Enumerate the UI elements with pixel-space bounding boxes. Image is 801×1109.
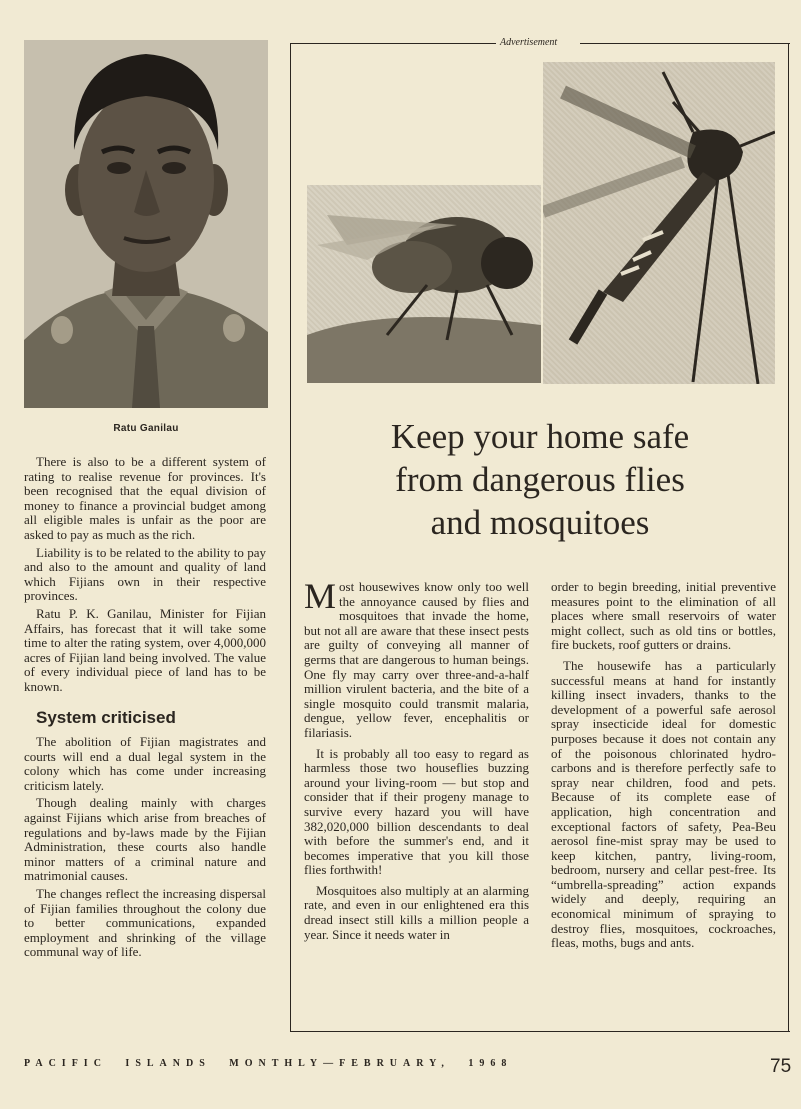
photo-caption: Ratu Ganilau	[113, 423, 179, 434]
article-paragraph: The changes reflect the increasing dispersal of Fijian families throughout the colony due to better communications, expanded employment and shrinking of the village communal way of life.	[24, 886, 266, 960]
article-subheading: System criticised	[36, 707, 176, 727]
ad-headline-line: Keep your home safe	[390, 417, 690, 456]
ad-headline-line: from dangerous flies	[395, 460, 685, 499]
mosquito-photo	[543, 62, 775, 384]
advertisement-bottom-rule	[290, 1031, 790, 1032]
ad-paragraph: order to begin breeding, initial preventive measures point to the elimination of all places where small reservoirs of water might collect, such as old tins or bottles, fire buckets, roof gutters or drains.	[551, 579, 776, 653]
ad-column-right	[551, 580, 776, 957]
portrait-photo	[24, 40, 268, 408]
ad-paragraph: Most housewives know only too well the annoyance caused by flies and mosquitoes that invade the home, but not all are aware that these insect pests are guilty of conveying all manner of germs that are dangerous to human beings. One fly may carry over three-and-a-half million virulent bacteria, and the bite of a single mosquito could transmit malaria, dengue, yellow fever, encephalitis or filariasis.	[304, 576, 529, 740]
ad-headline-line: and mosquitoes	[430, 503, 650, 542]
advertisement-label: Advertisement	[500, 37, 558, 48]
article-column	[24, 455, 266, 963]
article-paragraph: Ratu P. K. Ganilau, Minister for Fijian Affairs, has forecast that it will take some time to alter the rating system, over 4,000,000 acres of Fijian land being involved. The value of every individual piece of land has to be known.	[24, 605, 266, 694]
article-paragraph: There is also to be a different system of rating to realise revenue for provinces. It's been recognised that the equal division of money to finance a provincial budget among all eligible males is unfair as the poor are asked to pay as much as the rich.	[24, 454, 266, 542]
publication-footer: PACIFIC ISLANDS MONTHLY—FEBRUARY, 1968	[24, 1058, 513, 1069]
page-number: 75	[770, 1056, 792, 1077]
ad-paragraph: Mosquitoes also multiply at an alarming rate, and even in our enlightened era this dread insect still kills a million people a year. Since it needs water in	[304, 882, 529, 942]
ad-paragraph: The housewife has a particularly successful means at hand for instantly killing insect invaders, thanks to the development of a powerful safe aerosol spray insecticide ideal for domestic purposes because it does not contain any of the poisonous chlorinated hydro-carbons and is therefore perfectly safe to spray near children, food and pets. Because of its complete ease of application, high concentration and exceptional factors of safety, Pea-Beu aerosol fine-mist spray may be used to keep kitchen, pantry, living-room, bedroom, nursery and cellar pest-free. Its “umbrella-spreading” action expands widely and deeply, requiring an economical minimum of spraying to destroy flies, mosquitoes, cockroaches, fleas, moths, bugs and ants.	[551, 657, 776, 951]
ad-paragraph: It is probably all too easy to regard as harmless those two houseflies buzzing around your living-room — but stop and consider that if their progeny manage to survive every hazard you will have 382,020,000 billion descendants to deal with before the summer's end, and it becomes imperative that you kill those flies forthwith!	[304, 745, 529, 878]
article-paragraph: Though dealing mainly with charges against Fijians which arise from breaches of regulations and by-laws made by the Fijian Administration, these courts also handle minor matters of a criminal nature and matrimonial causes.	[24, 795, 266, 884]
ad-headline	[300, 415, 780, 544]
drop-cap: M	[304, 576, 337, 616]
article-paragraph: The abolition of Fijian magistrates and courts will end a dual legal system in the colony which has come under increasing criticism lately.	[24, 734, 266, 793]
article-paragraph: Liability is to be related to the ability to pay and also to the amount and quality of land which Fijians own in their respective provinces.	[24, 544, 266, 604]
fly-photo	[307, 185, 541, 383]
ad-column-left	[304, 576, 529, 948]
